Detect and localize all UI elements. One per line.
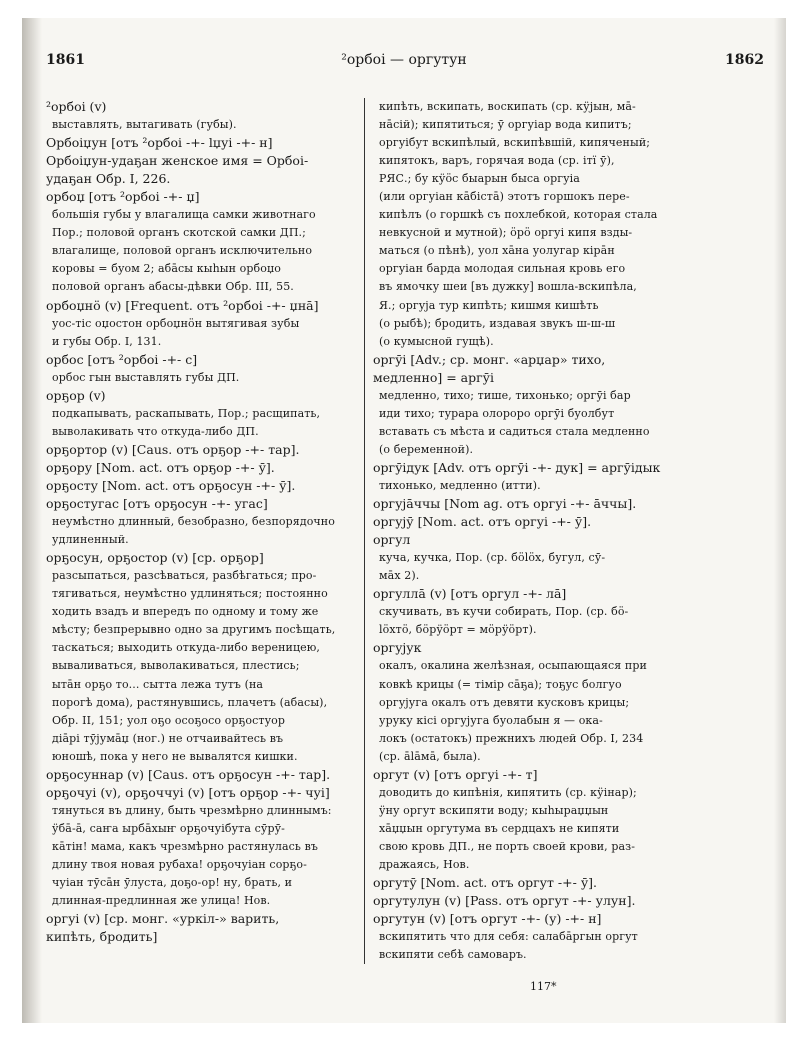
dictionary-page	[22, 18, 786, 1023]
definition-line: вываливаться, выволакиваться, плестись;	[52, 659, 300, 673]
definition-line: въ ямочку шеи [въ дужку] вошла-вскипѣла,	[379, 280, 637, 294]
definition-line: коровы = буом 2; абāсы кыһын орбоџо	[52, 262, 281, 276]
definition-line: вскипятить что для себя: салабāргын оргут	[379, 930, 638, 944]
definition-line: ӱбā-ā, саҥа ырбāхыҥ орҕочуібута сӯрӯ-	[52, 821, 285, 835]
definition-line: чуіан тӯсāн ӯлуста, доҕо-ор! ну, брать, и	[52, 876, 293, 890]
definition-line: РЯС.; бу кӱӧс быарын быса оргуіа	[379, 172, 580, 186]
definition-line: дражаясь, Нов.	[379, 857, 470, 871]
definition-line: и губы Обр. I, 131.	[52, 334, 162, 348]
entry-line: орҕору [Nom. act. отъ орҕор -+- ӯ].	[46, 459, 275, 475]
entry-line: оргујук	[373, 640, 422, 656]
entry-line: оргуі (v) [ср. монг. «уркіл-» варить,	[46, 911, 280, 927]
entry-line: орҕочуі (v), орҕоччуі (v) [отъ орҕор -+- чуі]	[46, 784, 330, 800]
definition-line: lӧхтӧ, бӧрӱӧрт = мӧрӱӧрт).	[379, 623, 537, 637]
running-title: ²орбоі — оргутун	[341, 52, 467, 68]
entry-line: оргутулун (v) [Pass. отъ оргут -+- улун].	[373, 893, 636, 909]
definition-line: оргуібут вскипѣлый, вскипѣвшій, кипяченый;	[379, 136, 651, 150]
entry-line: орбоџнӧ (v) [Frequent. отъ ²орбоі -+- џнā]	[46, 297, 319, 313]
signature-mark: 117*	[530, 980, 557, 993]
definition-line: орбос гын выставлять губы ДП.	[52, 370, 240, 384]
entry-line: орҕортор (v) [Caus. отъ орҕор -+- тар].	[46, 441, 300, 457]
definition-line: Я.; оргуја тур кипѣть; кишмя кишѣть	[379, 298, 599, 312]
entry-line: оргутун (v) [отъ оргут -+- (у) -+- н]	[373, 911, 602, 927]
definition-line: неумѣстно длинный, безобразно, безпорядочно	[52, 515, 335, 529]
entry-line: оргӯідук [Adv. отъ оргӯі -+- дук] = аргӯідык	[373, 459, 661, 475]
definition-line: скучивать, въ кучи собирать, Пор. (ср. бӧ-	[379, 605, 629, 619]
definition-line: удлиненный.	[52, 533, 129, 547]
definition-line: выволакивать что откуда-либо ДП.	[52, 424, 259, 438]
definition-line: ытāн орҕо то... сытта лежа тутъ (на	[52, 677, 264, 691]
definition-line: медленно, тихо; тише, тихонько; оргӯі бар	[379, 388, 631, 402]
entry-line: оргут (v) [отъ оргуі -+- т]	[373, 766, 538, 782]
definition-line: оргујуга окалъ отъ девяти кусковъ крицы;	[379, 695, 630, 709]
definition-line: длинная-предлинная же улица! Нов.	[52, 894, 271, 908]
entry-line: орҕосуннар (v) [Caus. отъ орҕосун -+- тар].	[46, 766, 331, 782]
definition-line: доводить до кипѣнія, кипятить (ср. кӱінар);	[379, 785, 637, 799]
column-left	[46, 98, 354, 946]
definition-line: тянуться въ длину, быть чрезмѣрно длиннымъ:	[52, 803, 332, 817]
definition-line: выставлять, вытагивать (губы).	[52, 118, 237, 132]
entry-line: орҕосту [Nom. act. отъ орҕосун -+- ӯ].	[46, 477, 296, 493]
definition-line: окалъ, окалина желѣзная, осыпающаяся при	[379, 659, 647, 673]
definition-line: нāсій); кипятиться; ӯ оргуіар вода кипитъ;	[379, 118, 632, 132]
definition-line: оргуіан барда молодая сильная кровь его	[379, 262, 626, 276]
page-number-right: 1862	[725, 52, 764, 68]
definition-line: (о рыбѣ); бродить, издавая звукъ ш-ш-ш	[379, 316, 616, 330]
page-number-left: 1861	[46, 52, 85, 68]
definition-line: локъ (остатокъ) прежнихъ людей Обр. I, 234	[379, 731, 644, 745]
definition-line: Обр. II, 151; уол оҕо осоҕосо орҕостуор	[52, 713, 286, 727]
entry-line: Орбоіџун [отъ ²орбоі -+- lџуі -+- н]	[46, 135, 273, 151]
definition-line: порогѣ дома), растянувшись, плачетъ (абасы),	[52, 695, 328, 709]
entry-line: оргуjāччы [Nom ag. отъ оргуі -+- āччы].	[373, 496, 637, 512]
definition-line: ходить взадъ и впередъ по одному и тому же	[52, 605, 319, 619]
definition-line: тихонько, медленно (итти).	[379, 478, 541, 492]
entry-line: орбоџ [отъ ²орбоі -+- џ]	[46, 189, 200, 205]
definition-line: уруку кісі оргујуга буолабын я — ока-	[379, 713, 603, 727]
entry-line: кипѣть, бродить]	[46, 929, 158, 945]
definition-line: кāтін! мама, какъ чрезмѣрно растянулась въ	[52, 839, 318, 853]
entry-line: орҕор (v)	[46, 387, 106, 403]
definition-line: таскаться; выходить откуда-либо вереницею,	[52, 641, 321, 655]
definition-line: діāрі тӯјумāџ (ног.) не отчаивайтесь въ	[52, 731, 284, 745]
entry-line: оргӯі [Adv.; ср. монг. «арџар» тихо,	[373, 351, 606, 367]
definition-line: большія губы у влагалища самки животнаго	[52, 208, 316, 222]
column-right	[364, 98, 689, 964]
definition-line: (ср. ālāмā, была).	[379, 749, 481, 763]
entry-line: орбос [отъ ²орбоі -+- с]	[46, 351, 198, 367]
definition-line: кипѣлъ (о горшкѣ съ похлебкой, которая стала	[379, 208, 658, 222]
definition-line: куча, кучка, Пор. (ср. бӧlӧх, бугул, сӯ-	[379, 551, 606, 565]
definition-line: (о беременной).	[379, 442, 474, 456]
definition-line: разсыпаться, разсѣваться, разбѣгаться; про-	[52, 569, 317, 583]
definition-line: невкусной и мутной); ӧрӧ оргуі кипя взды-	[379, 226, 633, 240]
definition-line: мѣсту; безпрерывно одно за другимъ посѣщать,	[52, 623, 336, 637]
entry-line: орҕосун, орҕостор (v) [ср. орҕор]	[46, 550, 264, 566]
page-edge	[774, 18, 786, 1023]
definition-line: длину твоя новая рубаха! орҕочуіан сорҕо-	[52, 857, 307, 871]
definition-line: ӱну оргут вскипяти воду; кыһыраџџын	[379, 803, 609, 817]
entry-line: удаҕан Обр. I, 226.	[46, 171, 171, 187]
entry-line: орҕостугас [отъ орҕосун -+- угас]	[46, 496, 268, 512]
entry-line: ²орбоі (v)	[46, 99, 107, 114]
definition-line: половой органъ абасы-дѣвки Обр. III, 55.	[52, 280, 294, 294]
definition-line: вскипяти себѣ самоваръ.	[379, 948, 527, 962]
definition-line: Пор.; половой органъ скотской самки ДП.;	[52, 226, 306, 240]
definition-line: (или оргуіан кāбістā) этотъ горшокъ пере-	[379, 190, 630, 204]
definition-line: свою кровь ДП., не порть своей крови, раз-	[379, 839, 636, 853]
definition-line: мāх 2).	[379, 569, 420, 583]
entry-line: оргуjӯ [Nom. act. отъ оргуі -+- ӯ].	[373, 514, 592, 530]
definition-line: хāџџын оргутума въ сердцахъ не кипяти	[379, 821, 620, 835]
entry-line: оргуллā (v) [отъ оргул -+- лā]	[373, 586, 567, 602]
definition-line: иди тихо; турара олороро оргӯі буолбут	[379, 406, 615, 420]
entry-line: медленно] = аргӯі	[373, 369, 494, 385]
definition-line: кипятокъ, варъ, горячая вода (ср. ітї ӯ),	[379, 154, 615, 168]
entry-line: оргутӯ [Nom. act. отъ оргут -+- ӯ].	[373, 875, 598, 891]
definition-line: юношѣ, пока у него не вывалятся кишки.	[52, 749, 298, 763]
definition-line: ковкѣ крицы (= тімір сāҕа); тоҕус болгуо	[379, 677, 622, 691]
definition-line: уос-тіс оџостон орбоџнӧн вытягивая зубы	[52, 316, 300, 330]
definition-line: тягиваться, неумѣстно удлиняться; постоянно	[52, 587, 328, 601]
definition-line: (о кумысной гущѣ).	[379, 334, 494, 348]
definition-line: маться (о пѣнѣ), уол хāна уолугар кірāн	[379, 244, 615, 258]
entry-line: оргул	[373, 532, 411, 548]
definition-line: вставать съ мѣста и садиться стала медленно	[379, 424, 650, 438]
entry-line: Орбоіџун-удаҕан женское имя = Орбоі-	[46, 153, 309, 169]
definition-line: подкапывать, раскапывать, Пор.; расщипать,	[52, 406, 321, 420]
page-fold-shadow	[22, 18, 42, 1023]
definition-line: кипѣть, вскипать, воскипать (ср. кӱјын, мā-	[379, 100, 636, 113]
definition-line: влагалище, половой органъ исключительно	[52, 244, 313, 258]
